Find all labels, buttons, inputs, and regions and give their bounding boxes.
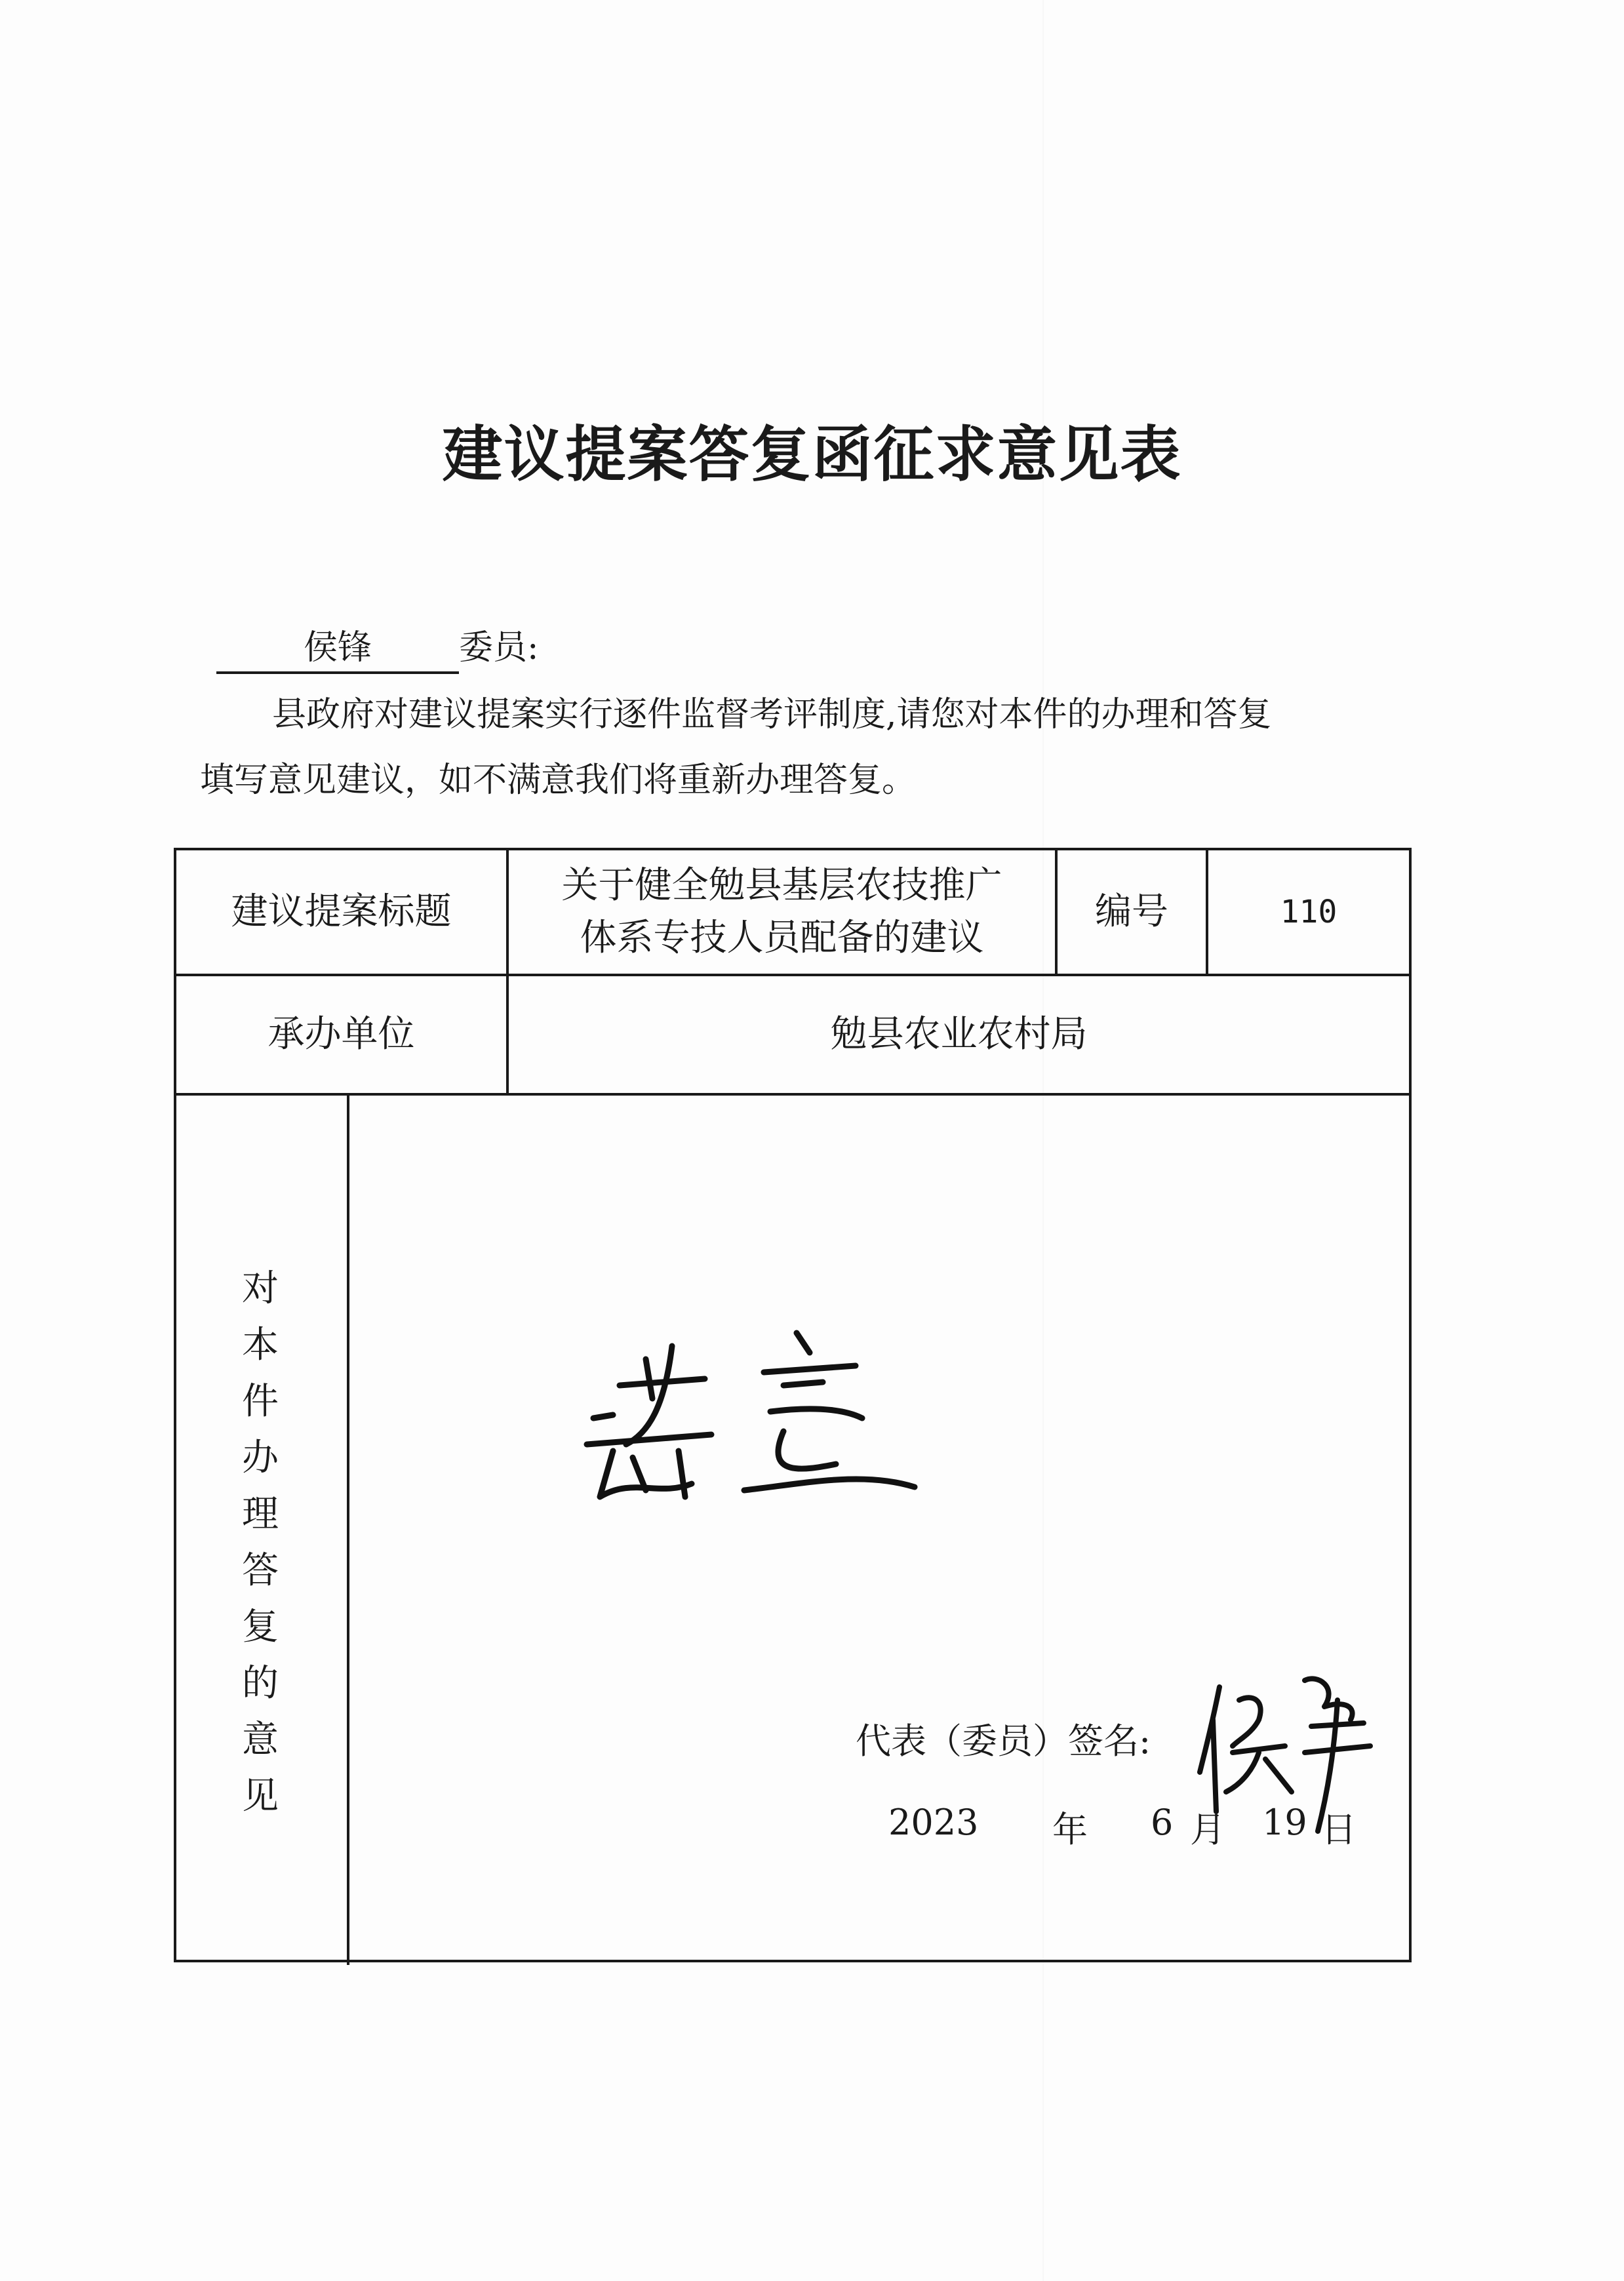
document-title: 建议提案答复函征求意见表 <box>442 420 1182 490</box>
proposal-number-value: 110 <box>1280 894 1337 930</box>
opinion-label-char: 理 <box>242 1493 279 1536</box>
handling-unit-label: 承办单位 <box>267 1013 415 1056</box>
proposal-number-label: 编号 <box>1095 890 1168 933</box>
proposal-title-line-2: 体系专技人员配备的建议 <box>580 917 984 959</box>
opinion-label-char: 见 <box>242 1775 279 1817</box>
date-day-unit: 日 <box>1321 1809 1357 1850</box>
proposal-title-label: 建议提案标题 <box>231 890 452 933</box>
opinion-label-column <box>174 1261 347 1825</box>
intro-line-2: 填写意见建议，如不满意我们将重新办理答复。 <box>200 761 917 800</box>
date-day: 19 <box>1262 1802 1307 1843</box>
date-month: 6 <box>1151 1802 1174 1843</box>
opinion-label-char: 答 <box>242 1549 279 1592</box>
intro-paragraph <box>200 682 1419 813</box>
opinion-label-char: 意 <box>242 1718 279 1761</box>
date-month-unit: 月 <box>1190 1809 1225 1850</box>
addressee-name: 侯锋 <box>216 620 459 674</box>
handwritten-opinion-strokes <box>574 1320 1033 1517</box>
opinion-label-char: 的 <box>242 1662 279 1705</box>
date-year-unit: 年 <box>1052 1809 1088 1850</box>
proposal-title-line-1: 关于健全勉县基层农技推广 <box>561 864 1002 907</box>
opinion-label-char: 复 <box>242 1606 279 1648</box>
opinion-label-char: 本 <box>242 1324 279 1366</box>
addressee-line <box>216 620 539 674</box>
opinion-label-char: 对 <box>242 1267 279 1310</box>
intro-line-1: 县政府对建议提案实行逐件监督考评制度,请您对本件的办理和答复 <box>272 695 1272 734</box>
handwritten-opinion <box>574 1320 1033 1517</box>
signature-label: 代表（委员）签名: <box>856 1720 1151 1762</box>
opinion-area <box>174 848 1412 1962</box>
handling-unit-value: 勉县农业农村局 <box>830 1013 1088 1056</box>
opinion-label-char: 件 <box>242 1380 279 1423</box>
addressee-suffix: 委员: <box>459 628 539 667</box>
date-year: 2023 <box>888 1802 979 1843</box>
opinion-label-char: 办 <box>242 1437 279 1479</box>
